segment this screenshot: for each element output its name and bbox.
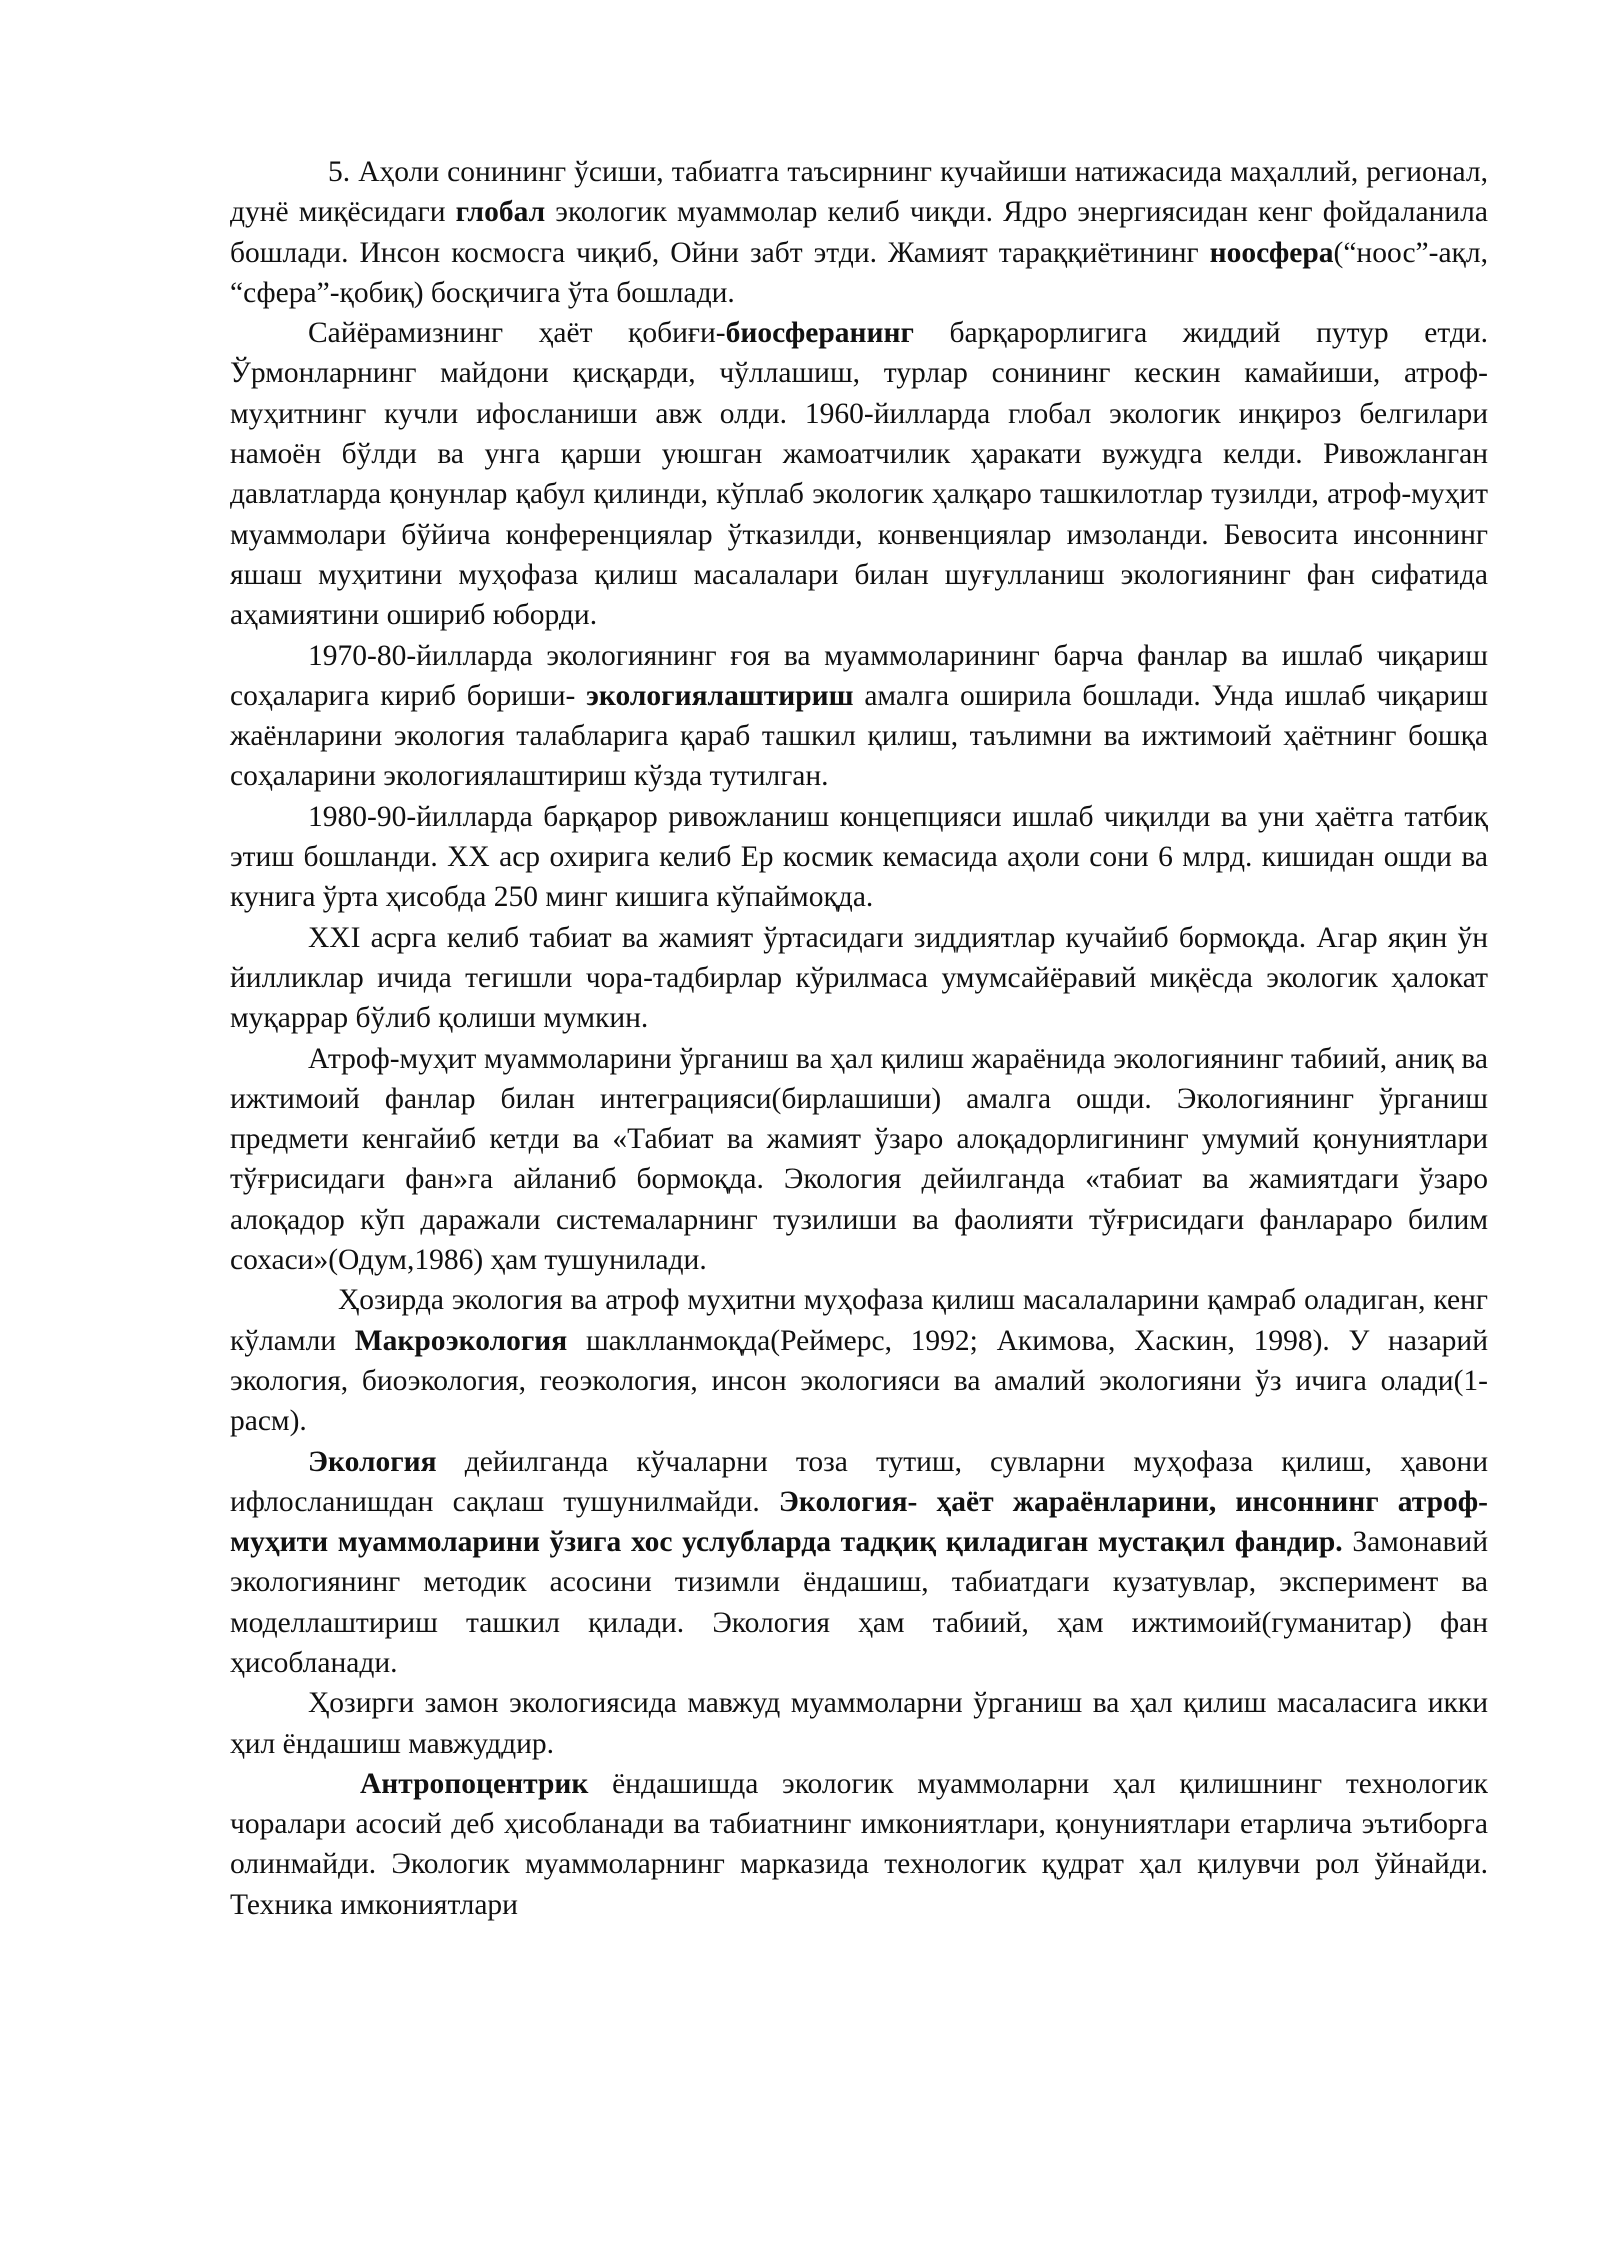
text-run: 1980-90-йилларда барқарор ривожланиш концепцияси ишлаб чиқилди ва уни ҳаётга татбиқ этиш бошланди. ХХ аср охирига келиб Ер космик кемасида аҳоли сони 6 млрд. кишидан ошди ва кунига ўрта ҳисобда 250 минг кишига кўпаймоқда. bbox=[230, 800, 1488, 914]
document-page bbox=[230, 152, 1488, 1925]
text-run: XXI асрга келиб табиат ва жамият ўртасидаги зиддиятлар кучайиб бормоқда. Агар яқин ўн йилликлар ичида тегишли чора-тадбирлар кўрилмаса умумсайёравий миқёсда экологик ҳалокат муқаррар бўлиб қолиши мумкин. bbox=[230, 921, 1488, 1035]
bold-term-anthropocentric: Антропоцентрик bbox=[360, 1767, 589, 1800]
text-run: барқарорлигига жиддий путур етди. Ўрмонларнинг майдони қисқарди, чўллашиш, турлар сонининг кескин камайиши, атроф-муҳитнинг кучли ифосланиши авж олди. 1960-йилларда глобал экологик инқироз белгилари намоён бўлди ва унга қарши уюшган жамоатчилик ҳаракати вужудга келди. Ривожланган давлатларда қонунлар қабул қилинди, кўплаб экологик ҳалқаро ташкилотлар тузилди, атроф-муҳит муаммолари бўйича конференциялар ўтказилди, конвенциялар имзоланди. Бевосита инсоннинг яшаш муҳитини муҳофаза қилиш масалалари билан шуғулланиш экологиянинг фан сифатида аҳамиятини ошириб юборди. bbox=[230, 317, 1488, 632]
text-run: Замонавий экологиянинг методик асосини тизимли ёндашиш, табиатдаги кузатувлар, эксперимент ва моделлаштириш ташкил қилади. Экология ҳам табиий, ҳам ижтимоий(гуманитар) фан ҳисобланади. bbox=[230, 1526, 1488, 1679]
paragraph-ecology-definition bbox=[230, 1442, 1488, 1684]
paragraph-21st-century bbox=[230, 918, 1488, 1039]
text-run: Ҳозирги замон экологиясида мавжуд муаммоларни ўрганиш ва ҳал қилиш масаласига икки ҳил ёндашиш мавжуддир. bbox=[230, 1687, 1488, 1760]
text-run: 5. Аҳоли сонининг ўсиши, табиатга таъсирнинг кучайиши натижасида маҳаллий, регионал, дунё миқёсидаги bbox=[230, 156, 1488, 229]
text-run: ёндашишда экологик муаммоларни ҳал қилишнинг технологик чоралари асосий деб ҳисобланади ва табиатнинг имкониятлари, қонуниятлари етарлича эътиборга олинмайди. Экологик муаммоларнинг марказида технологик қудрат ҳал қилувчи рол ўйнайди. Техника имкониятлари bbox=[230, 1767, 1488, 1921]
bold-term-ecology: Экология bbox=[308, 1445, 437, 1478]
text-run: экологик муаммолар келиб чиқди. Ядро энергиясидан кенг фойдаланила бошлади. Инсон космосга чиқиб, Ойни забт этди. Жамият тараққиётининг bbox=[230, 196, 1488, 269]
text-run: Сайёрамизнинг ҳаёт қобиғи- bbox=[308, 317, 726, 350]
bold-term-macroecology: Макроэкология bbox=[354, 1324, 568, 1357]
text-run: амалга оширила бошлади. Унда ишлаб чиқариш жаёнларини экология талабларига қараб ташкил қилиш, таълимни ва ижтимоий ҳаётнинг бошқа соҳаларини экологиялаштириш кўзда тутилган. bbox=[230, 679, 1488, 793]
text-run: (“ноос”-ақл, “сфера”-қобиқ) босқичига ўта бошлади. bbox=[230, 236, 1488, 309]
paragraph-global-problems bbox=[230, 152, 1488, 313]
bold-definition: Экология- ҳаёт жараёнларини, инсоннинг атроф-муҳити муаммоларини ўзига хос услубларда тадқиқ қиладиган мустақил фандир. bbox=[230, 1485, 1489, 1559]
bold-term-global: глобал bbox=[455, 196, 546, 229]
paragraph-sustainable-development bbox=[230, 797, 1488, 918]
paragraph-anthropocentric bbox=[230, 1764, 1488, 1925]
paragraph-biosphere bbox=[230, 313, 1488, 635]
text-run: дейилганда кўчаларни тоза тутиш, сувларни муҳофаза қилиш, ҳавони ифлосланишдан сақлаш тушунилмайди. bbox=[230, 1445, 1488, 1518]
paragraph-two-approaches bbox=[230, 1683, 1488, 1764]
text-run: шаклланмоқда(Реймерс, 1992; Акимова, Хаскин, 1998). У назарий экология, биоэкология, геоэкология, инсон экологияси ва амалий экологияни ўз ичига олади(1-расм). bbox=[230, 1324, 1489, 1438]
text-run: 1970-80-йилларда экологиянинг ғоя ва муаммоларининг барча фанлар ва ишлаб чиқариш соҳаларига кириб бориши- bbox=[230, 639, 1488, 712]
text-run: Атроф-муҳит муаммоларини ўрганиш ва ҳал қилиш жараёнида экологиянинг табиий, аниқ ва ижтимоий фанлар билан интеграцияси(бирлашиши) амалга ошди. Экологиянинг ўрганиш предмети кенгайиб кетди ва «Табиат ва жамият ўзаро алоқадорлигининг умумий қонуниятлари тўғрисидаги фан»га айланиб бормоқда. Экология дейилганда «табиат ва жамиятдаги ўзаро алоқадор кўп даражали системаларнинг тузилиши ва фаолияти тўғрисидаги фанлараро билим сохаси»(Одум,1986) ҳам тушунилади. bbox=[230, 1042, 1488, 1277]
text-run: Ҳозирда экология ва атроф муҳитни муҳофаза қилиш масалаларини қамраб оладиган, кенг кўламли bbox=[230, 1284, 1488, 1357]
bold-term-noosphere: ноосфера bbox=[1209, 236, 1334, 269]
paragraph-macroecology bbox=[230, 1280, 1488, 1441]
bold-term-biosphere: биосферанинг bbox=[725, 317, 914, 350]
bold-term-ecologization: экологиялаштириш bbox=[586, 679, 854, 712]
paragraph-integration bbox=[230, 1039, 1488, 1281]
paragraph-ecologization bbox=[230, 636, 1488, 797]
